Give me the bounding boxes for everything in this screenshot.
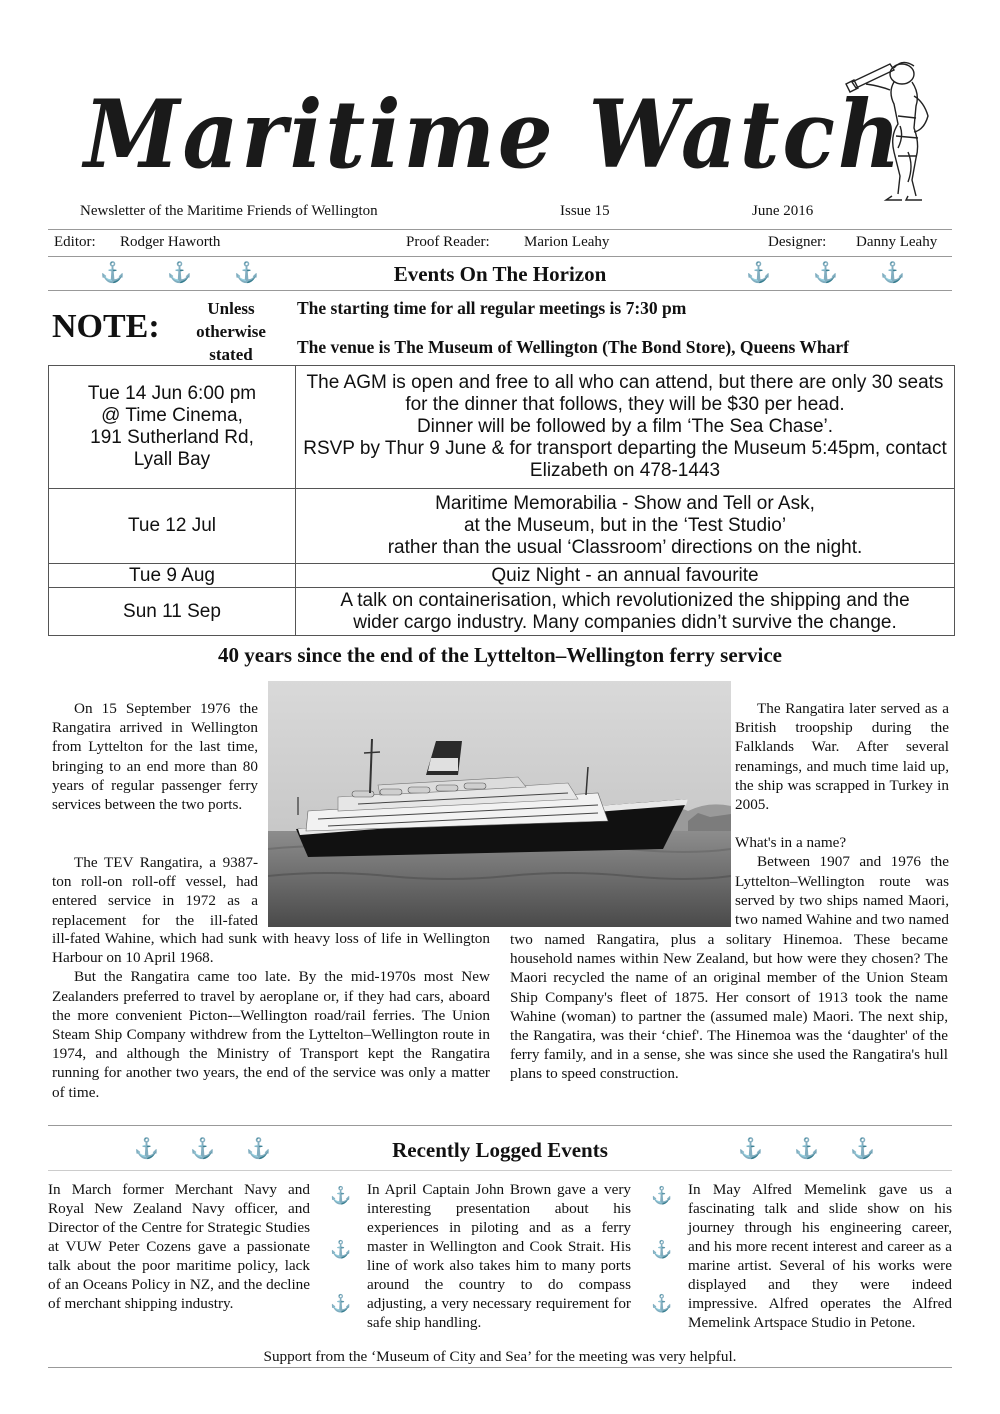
designer-label: Designer:	[768, 234, 827, 250]
divider	[48, 229, 952, 230]
event-date: Tue 14 Jun 6:00 pm @ Time Cinema, 191 Sutherland Rd, Lyall Bay	[49, 366, 296, 489]
note-label: NOTE:	[52, 308, 160, 345]
sailor-telescope-illustration	[832, 56, 942, 202]
proof-reader-label: Proof Reader:	[406, 234, 490, 250]
anchor-icon: ⚓	[330, 1186, 352, 1205]
divider	[48, 256, 952, 257]
masthead-title: Maritime Watch	[84, 80, 904, 190]
article-column-left	[52, 853, 258, 929]
anchor-icon: ⚓	[100, 262, 125, 284]
anchor-icon: ⚓	[850, 1138, 875, 1160]
ship-photo	[268, 681, 731, 927]
anchor-icon: ⚓	[330, 1294, 352, 1313]
events-table	[48, 365, 955, 636]
anchor-icon: ⚓	[794, 1138, 819, 1160]
article-paragraph: The TEV Rangatira, a 9387-ton roll-on roll-off vessel, had entered service in 1972 as a replacement for the ill-fated	[52, 854, 258, 929]
event-date: Tue 12 Jul	[49, 489, 296, 564]
logged-heading: Recently Logged Events	[392, 1138, 608, 1162]
support-note: Support from the ‘Museum of City and Sea’ for the meeting was very helpful.	[263, 1348, 737, 1365]
editor-name: Rodger Haworth	[120, 234, 221, 250]
article-column-left-wide	[52, 929, 490, 1102]
event-description: The AGM is open and free to all who can attend, but there are only 30 seats for the dinner that follows, they will be $30 per head. Dinner will be followed by a film ‘The Sea Chase’. RSVP by Thur 9 June & for transport departing the Museum 5:45pm, contact Elizabeth on 478-1443	[296, 366, 955, 489]
divider	[48, 290, 952, 291]
event-description: Quiz Night - an annual favourite	[296, 564, 955, 588]
note-start-time: The starting time for all regular meetings is 7:30 pm	[297, 298, 687, 318]
designer-name: Danny Leahy	[856, 234, 938, 250]
table-row	[49, 588, 955, 636]
anchor-icon: ⚓	[190, 1138, 215, 1160]
table-row	[49, 366, 955, 489]
divider	[48, 1367, 952, 1368]
event-description: Maritime Memorabilia - Show and Tell or Ask, at the Museum, but in the ‘Test Studio’ rather than the usual ‘Classroom’ directions on the night.	[296, 489, 955, 564]
divider	[48, 1125, 952, 1126]
table-row	[49, 489, 955, 564]
table-row	[49, 564, 955, 588]
anchor-icon: ⚓	[746, 262, 771, 284]
logged-event-may: In May Alfred Memelink gave us a fascinating talk and slide show on his journey through his engineering career, and his more recent interest and career as a marine artist. Several of his works were displayed and they were indeed impressive. Alfred operates the Alfred Memelink Artspace Studio in Petone.	[688, 1181, 952, 1331]
article-paragraph: Between 1907 and 1976 the Lyttelton–Wellington route was served by two ships named Maori, two named Wahine and two named	[735, 853, 949, 929]
issue-date: June 2016	[752, 203, 814, 219]
anchor-icon: ⚓	[651, 1186, 673, 1205]
editor-label: Editor:	[54, 234, 96, 250]
article-paragraph-continuation: two named Rangatira, plus a solitary Hinemoa. These became household names within New Zealand, but how were they chosen? The Maori recycled the name of an original member of the Union Steam Ship Company's fleet of 1875. Her consort of 1913 took the name Wahine (woman) to partner the (assumed male) Maori. The next ship, the Rangatira, was their ‘chief'. The Hinemoa was the ‘daughter' of the ferry family, and in a sense, she was since she used the Rangatira's hull plans to speed construction.	[510, 931, 948, 1083]
article-column-right-wide	[510, 930, 948, 1084]
anchor-icon: ⚓	[651, 1240, 673, 1259]
anchor-icon: ⚓	[134, 1138, 159, 1160]
event-description: A talk on containerisation, which revolutionized the shipping and the wider cargo industry. Many companies didn’t survive the change.	[296, 588, 955, 636]
article-paragraph: But the Rangatira came too late. By the mid-1970s most New Zealanders preferred to travel by aeroplane or, if they had cars, aboard the more convenient Picton-–Wellington road/rail ferries. The Union Steam Ship Company withdrew from the Lyttelton–Wellington route in 1974, and although the Ministry of Transport kept the Rangatira running for another two years, the end of the service was only a matter of time.	[52, 968, 490, 1101]
anchor-icon: ⚓	[651, 1294, 673, 1313]
note-venue: The venue is The Museum of Wellington (The Bond Store), Queens Wharf	[297, 337, 849, 357]
article-headline: 40 years since the end of the Lyttelton–Wellington ferry service	[218, 643, 782, 667]
article-subheading: What's in a name?	[735, 834, 847, 852]
anchor-icon: ⚓	[167, 262, 192, 284]
note-qualifier: Unless otherwise stated	[196, 299, 266, 364]
event-date: Tue 9 Aug	[49, 564, 296, 588]
logged-event-april: In April Captain John Brown gave a very interesting presentation about his experiences in piloting and as a ferry master in Wellington and Cook Strait. His line of work also takes him to many ports around the country to do compass adjusting, a very necessary requirement for safe ship handling.	[367, 1181, 631, 1331]
anchor-icon: ⚓	[330, 1240, 352, 1259]
article-column-left	[52, 699, 258, 814]
proof-reader-name: Marion Leahy	[524, 234, 610, 250]
anchor-icon: ⚓	[246, 1138, 271, 1160]
issue-number: Issue 15	[560, 203, 610, 219]
anchor-icon: ⚓	[738, 1138, 763, 1160]
article-paragraph: The Rangatira later served as a British troopship during the Falklands War. After several renamings, and much time laid up, the ship was scrapped in Turkey in 2005.	[735, 700, 949, 814]
anchor-icon: ⚓	[880, 262, 905, 284]
logged-event-march: In March former Merchant Navy and Royal New Zealand Navy officer, and Director of the Centre for Strategic Studies at VUW Peter Cozens gave a passionate talk about the poor maritime policy, lack of an Oceans Policy in NZ, and the decline of merchant shipping industry.	[48, 1181, 310, 1312]
article-column-right	[735, 699, 949, 928]
event-date: Sun 11 Sep	[49, 588, 296, 636]
article-paragraph-continuation: ill-fated Wahine, which had sunk with heavy loss of life in Wellington Harbour on 10 April 1968.	[52, 930, 490, 967]
divider	[48, 1170, 952, 1171]
events-heading: Events On The Horizon	[393, 262, 607, 286]
anchor-icon: ⚓	[813, 262, 838, 284]
article-paragraph: On 15 September 1976 the Rangatira arrived in Wellington from Lyttelton for the last time, bringing to an end more than 80 years of regular passenger ferry services between the two ports.	[52, 700, 258, 814]
tagline: Newsletter of the Maritime Friends of Wellington	[80, 203, 378, 219]
anchor-icon: ⚓	[234, 262, 259, 284]
